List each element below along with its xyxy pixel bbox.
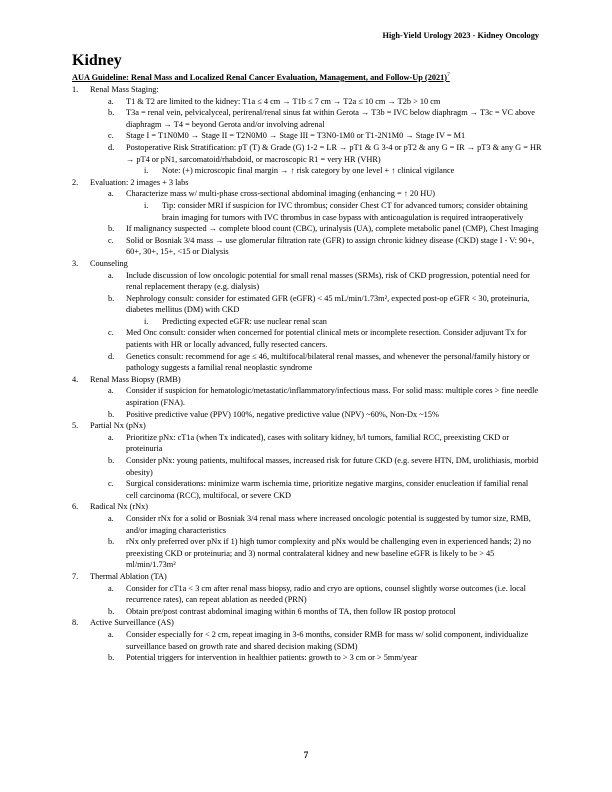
item-marker: b.	[108, 456, 115, 465]
item-marker: c.	[108, 131, 114, 141]
outline-item-level-2	[72, 107, 542, 130]
guideline-heading	[72, 72, 450, 82]
outline-item-level-1	[72, 571, 542, 583]
item-text: Partial Nx (pNx)	[90, 421, 146, 431]
outline-item-level-3	[72, 165, 542, 177]
item-text: Note: (+) microscopic final margin → ↑ risk category by one level + ↑ clinical vigilance	[162, 166, 455, 176]
item-marker: 8.	[72, 618, 79, 628]
item-marker: 5.	[72, 421, 79, 431]
item-text: Include discussion of low oncologic potential for small renal masses (SRMs), risk of CKD progression, potential need for renal replacement therapy (e.g. dialysis)	[126, 270, 530, 292]
outline-item-level-1	[72, 420, 542, 432]
item-text: Renal Mass Staging:	[90, 85, 159, 94]
outline-item-level-2	[72, 188, 542, 200]
item-text: Consider pNx: young patients, multifocal masses, increased risk for future CKD (e.g. severe HTN, DM, urolithiasis, morbid obesity)	[126, 456, 539, 477]
item-text: Potential triggers for intervention in healthier patients: growth to > 3 cm or > 5mm/year	[126, 653, 418, 663]
page-title: Kidney	[72, 52, 122, 69]
item-text: Solid or Bosniak 3/4 mass → use glomerular filtration rate (GFR) to assign chronic kidney disease (CKD) stage I - V: 90+, 60+, 30+, 15+, <15 or Dialysis	[126, 235, 535, 257]
item-marker: a.	[108, 189, 114, 199]
item-text: Obtain pre/post contrast abdominal imaging within 6 months of TA, then follow IR postop protocol	[126, 606, 456, 616]
outline-item-level-1	[72, 258, 542, 270]
item-marker: b.	[108, 537, 115, 547]
item-text: T3a = renal vein, pelvicalyceal, perirenal/renal sinus fat within Gerota → T3b = IVC below diaphragm → T3c = VC above diaphragm → T4 = beyond Gerota and/or involving adrenal	[126, 108, 535, 129]
running-header: High-Yield Urology 2023 - Kidney Oncology	[382, 31, 539, 40]
outline-item-level-3	[72, 200, 542, 223]
item-marker: 2.	[72, 177, 79, 187]
page-number: 7	[303, 750, 309, 760]
item-marker: d.	[108, 142, 115, 152]
outline-list	[72, 84, 542, 664]
item-text: Predicting expected eGFR: use nuclear renal scan	[162, 316, 327, 326]
outline-item-level-2	[72, 409, 542, 421]
outline-item-level-1	[72, 617, 542, 629]
item-marker: 7.	[72, 571, 79, 581]
item-marker: c.	[108, 235, 114, 245]
item-marker: b.	[108, 606, 115, 616]
outline-item-level-2	[72, 478, 542, 501]
item-marker: b.	[108, 293, 115, 303]
item-marker: a.	[108, 629, 114, 639]
outline-item-level-2	[72, 235, 542, 258]
item-text: Renal Mass Biopsy (RMB)	[90, 374, 181, 384]
item-marker: i.	[144, 316, 149, 326]
item-text: Active Surveillance (AS)	[90, 618, 174, 628]
outline-item-level-2	[72, 223, 542, 235]
item-text: Prioritize pNx: cT1a (when Tx indicated), cases with solitary kidney, b/l tumors, familial RCC, preexisting CKD or proteinuria	[126, 432, 510, 454]
item-marker: i.	[144, 200, 149, 210]
item-text: Genetics consult: recommend for age ≤ 46, multifocal/bilateral renal masses, and whenever the personal/family history or pathology suggests a familial renal neoplastic syndrome	[126, 351, 530, 373]
outline-item-level-3	[72, 316, 542, 328]
item-marker: b.	[108, 653, 115, 663]
item-text: Surgical considerations: minimize warm ischemia time, prioritize negative margins, consider enucleation if familial renal cell carcinoma (RCC), multifocal, or severe CKD	[126, 479, 529, 500]
item-text: Evaluation: 2 images + 3 labs	[90, 177, 189, 187]
item-text: Consider especially for < 2 cm, repeat imaging in 3-6 months, consider RMB for mass w/ solid component, individualize surveillance based on growth rate and shared decision making (SDM)	[126, 629, 529, 651]
item-text: Tip: consider MRI if suspicion for IVC thrombus; consider Chest CT for advanced tumors; consider obtaining brain imaging for tumors with IVC thrombus in case bypass with anticoagulation is required intraoperatively	[162, 200, 528, 222]
guideline-title: AUA Guideline: Renal Mass and Localized Renal Cancer Evaluation, Management, and Follow-Up (2021)	[72, 72, 448, 82]
outline-item-level-2	[72, 142, 542, 165]
outline-item-level-2	[72, 583, 542, 606]
outline-item-level-2	[72, 606, 542, 618]
item-marker: 3.	[72, 258, 79, 268]
item-marker: a.	[108, 270, 114, 280]
item-marker: b.	[108, 108, 115, 118]
item-marker: b.	[108, 409, 115, 419]
item-text: Positive predictive value (PPV) 100%, negative predictive value (NPV) ~60%, Non-Dx ~15%	[126, 409, 439, 419]
item-text: Med Onc consult: consider when concerned for potential clinical mets or incomplete resection. Consider adjuvant Tx for patients with HR or locally advanced, fully resected cancers.	[126, 328, 527, 350]
outline-item-level-2	[72, 432, 542, 455]
item-text: If malignancy suspected → complete blood count (CBC), urinalysis (UA), complete metabolic panel (CMP), Chest Imaging	[126, 224, 539, 234]
outline-item-level-1	[72, 84, 542, 96]
item-marker: a.	[108, 386, 114, 396]
outline-item-level-2	[72, 351, 542, 374]
item-marker: d.	[108, 351, 115, 361]
outline-item-level-2	[72, 293, 542, 316]
item-marker: c.	[108, 328, 114, 338]
item-marker: a.	[108, 432, 114, 442]
item-text: T1 & T2 are limited to the kidney: T1a ≤ 4 cm → T1b ≤ 7 cm → T2a ≤ 10 cm → T2b > 10 cm	[126, 96, 441, 106]
outline-item-level-2	[72, 270, 542, 293]
item-text: Counseling	[90, 258, 128, 268]
item-marker: a.	[108, 583, 114, 593]
item-text: rNx only preferred over pNx if 1) high tumor complexity and pNx would be challenging even in experienced hands; 2) no preexisting CKD or proteinuria; and 3) normal contralateral kidney and new baseline eGFR is likely to be > 45 ml/min/1.73m²	[126, 537, 532, 570]
outline-item-level-2	[72, 629, 542, 652]
outline-item-level-1	[72, 501, 542, 513]
item-marker: a.	[108, 513, 114, 523]
outline-item-level-2	[72, 652, 542, 664]
item-marker: a.	[108, 96, 114, 106]
item-text: Consider for cT1a < 3 cm after renal mass biopsy, radio and cryo are options, counsel slightly worse outcomes (i.e. local recurrence rates), can repeat ablation as needed (PRN)	[126, 583, 526, 605]
item-marker: i.	[144, 166, 149, 176]
item-text: Nephrology consult: consider for estimated GFR (eGFR) < 45 mL/min/1.73m², expected post-op eGFR < 30, proteinuria, diabetes mellitus (DM) with CKD	[126, 293, 530, 315]
item-marker: 4.	[72, 374, 79, 384]
outline-item-level-2	[72, 385, 542, 408]
item-marker: b.	[108, 224, 115, 234]
outline-item-level-2	[72, 536, 542, 571]
outline-item-level-2	[72, 130, 542, 142]
item-marker: 1.	[72, 85, 79, 94]
outline-item-level-2	[72, 455, 542, 478]
item-text: Thermal Ablation (TA)	[90, 571, 167, 581]
outline-item-level-2	[72, 96, 542, 108]
item-text: Characterize mass w/ multi-phase cross-sectional abdominal imaging (enhancing = ↑ 20 HU)	[126, 189, 436, 199]
outline-item-level-1	[72, 177, 542, 189]
item-text: Consider rNx for a solid or Bosniak 3/4 renal mass where increased oncologic potential is suggested by tumor size, RMB, and/or imaging characteristics	[126, 513, 531, 535]
item-text: Stage I = T1N0M0 → Stage II = T2N0M0 → Stage III = T3N0-1M0 or T1-2N1M0 → Stage IV = M1	[126, 131, 466, 141]
guideline-reference: 7	[447, 72, 450, 78]
outline-item-level-2	[72, 327, 542, 350]
item-text: Radical Nx (rNx)	[90, 502, 149, 512]
item-text: Postoperative Risk Stratification: pT (T) & Grade (G) 1-2 = LR → pT1 & G 3-4 or pT2 & any G = IR → pT3 & any G = HR → pT4 or pN1, sarcomatoid/rhabdoid, or macroscopic R1 = very HR (VHR)	[126, 142, 542, 164]
item-text: Consider if suspicion for hematologic/metastatic/inflammatory/infectious mass. For solid mass: multiple cores > fine needle aspiration (FNA).	[126, 386, 539, 408]
outline-item-level-2	[72, 513, 542, 536]
item-marker: c.	[108, 479, 114, 489]
outline-item-level-1	[72, 374, 542, 386]
item-marker: 6.	[72, 502, 79, 512]
